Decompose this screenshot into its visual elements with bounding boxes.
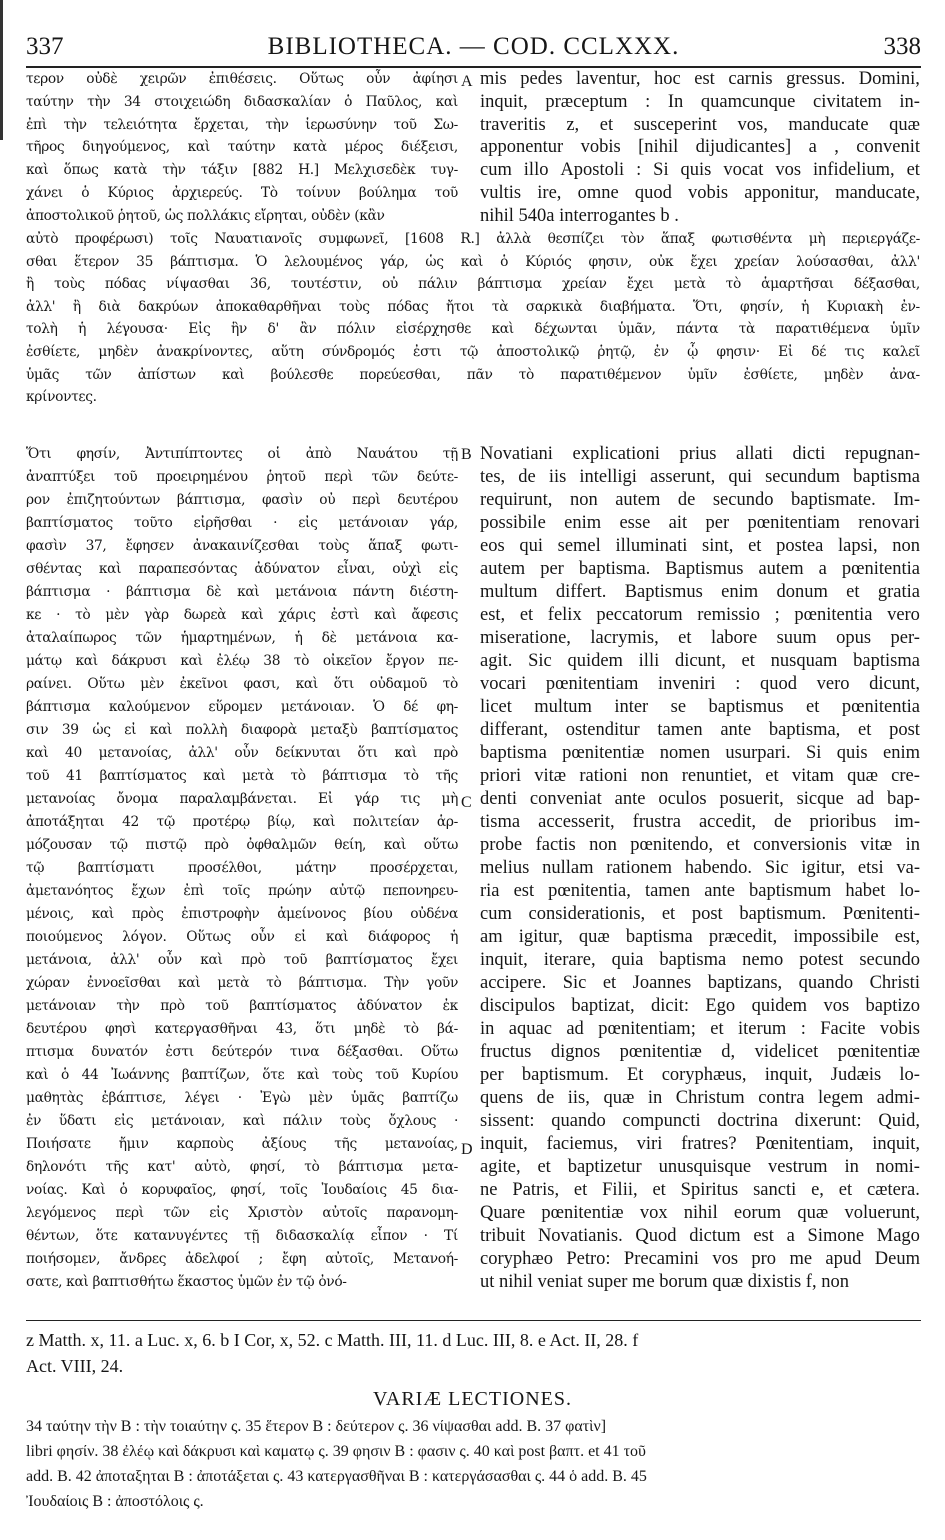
greek-line: μαθητὰς ἐβάπτισε, λέγει · Ἐγὼ μὲν ὑμᾶς βαπτίζω bbox=[26, 1090, 458, 1106]
latin-line: tes, de iis intelligi asserunt, qui secundum baptisma bbox=[480, 467, 920, 487]
section-marker-d: D bbox=[461, 1141, 473, 1158]
latin-line: am igitur, quæ baptisma præcedit, impossibile est, bbox=[480, 927, 920, 947]
latin-line: tisma accesserit, frustra accedit, de prioribus im- bbox=[480, 812, 920, 832]
latin-line: nihil 540a interrogantes b . bbox=[480, 205, 679, 226]
latin-line: possibile enim esse ait per pœnitentiam renovari bbox=[480, 513, 920, 533]
latin-line: apponentur vobis [nihil dijudicantes] a , convenit bbox=[480, 137, 920, 158]
greek-line: δηλονότι τῆς κατ' αὐτὸ, φησί, τὸ βάπτισμα μετα- bbox=[26, 1159, 458, 1175]
greek-line: καὶ ὁ 44 Ἰωάννης βαπτίζων, ὅτε καὶ τοὺς τοῦ Κυρίου bbox=[26, 1067, 458, 1083]
greek-line: τοῦ 41 βαπτίσματος καὶ μετὰ τὸ βάπτισμα τὸ τῆς bbox=[26, 768, 458, 784]
greek-line: ἐν ὕδατι εἰς μετάνοιαν, καὶ πάλιν τοὺς ὄχλους · bbox=[26, 1113, 458, 1129]
greek-line: Ποιήσατε ἤμιν καρποὺς ἀξίους τῆς μετανοίας, bbox=[26, 1136, 458, 1152]
latin-line: cum illo Apostoli : Si quis vocat vos infidelium, et bbox=[480, 160, 920, 181]
latin-line: inquit, faciemus, viri fratres? Pœnitentiam, inquit, bbox=[480, 1134, 920, 1154]
latin-line: baptisma pœnitentiæ nomen usurpari. Si quis enim bbox=[480, 743, 920, 763]
latin-line: Quare pœnitentiæ vox nihil eorum quæ voluerunt, bbox=[480, 1203, 920, 1223]
latin-line: miseratione, lacrymis, et labore suum opus per- bbox=[480, 628, 920, 648]
greek-line: λεγόμενος περὶ τῶν εἰς Χριστὸν αὐτοῖς παρανομη- bbox=[26, 1205, 458, 1221]
latin-line: priori vitæ rationi non renuntiet, et vitam quæ cre- bbox=[480, 766, 920, 786]
latin-line: inquit, præceptum : In quamcunque civitatem in- bbox=[480, 91, 920, 112]
greek-line: καὶ ὅπως κατὰ τὴν τάξιν [882 H.] Μελχισεδὲκ τυγ- bbox=[26, 162, 458, 179]
latin-line: requirunt, non autem de secundo baptismate. Im- bbox=[480, 490, 920, 510]
greek-line: ἀναπτύξει τοῦ προειρημένου ῥητοῦ περὶ τῶν δεύτε- bbox=[26, 469, 458, 485]
greek-line: ἀποτάξηται 42 τῷ προτέρῳ βίῳ, καὶ πολιτείαν ἁρ- bbox=[26, 814, 458, 830]
section-marker-a: A bbox=[461, 73, 473, 90]
greek-line: τερον οὐδὲ χειρῶν ἐπιθέσεις. Οὕτως οὖν ἀφίησι bbox=[26, 71, 458, 87]
greek-line: ἀταλαίπωρος τῶν ἡμαρτημένων, ἡ δὲ μετάνοια κα- bbox=[26, 630, 458, 646]
greek-line: κρίνοντες. bbox=[26, 389, 97, 406]
greek-line: μένοις, καὶ πρὸς ἐπιστροφὴν ἀμείνονος βίου οὐδένα bbox=[26, 906, 458, 922]
greek-line: σατε, καὶ βαπτισθήτω ἕκαστος ὑμῶν ἐν τῷ ὀνό- bbox=[26, 1274, 347, 1290]
greek-line: ποιούμενος λόγον. Οὕτως οὖν εἰ καὶ διάφορος ἡ bbox=[26, 929, 458, 945]
latin-line: ria est pœnitentia, tamen ante baptismum habet lo- bbox=[480, 881, 920, 901]
section-marker-c: C bbox=[461, 794, 472, 811]
latin-line: discipulos baptizat, dicit: Ego quidem vos baptizo bbox=[480, 996, 920, 1016]
greek-line: χάνει ὁ Κύριος ἀρχιερεύς. Τὸ τοίνυν βούλημα τοῦ bbox=[26, 185, 458, 201]
latin-line: probe factis non pœnitendo, et conversionis vitæ in bbox=[480, 835, 920, 855]
variant-reading-line: Ἰουδαίοις B : ἀποστόλοις ς. bbox=[26, 1493, 204, 1510]
greek-line: ἀποστολικοῦ ῥητοῦ, ὡς πολλάκις εἴρηται, οὐδὲν (κἂν bbox=[26, 207, 385, 224]
greek-line: χώραν ἐννοεῖσθαι καὶ μετὰ τὸ βάπτισμα. Τὴν γοῦν bbox=[26, 975, 458, 991]
latin-line: est, et felix peccatorum remissio ; pœnitentia vero bbox=[480, 605, 920, 625]
greek-line: νοίας. Καὶ ὁ κορυφαῖος, φησί, τοῖς Ἰουδαίοις 45 δια- bbox=[26, 1182, 458, 1198]
latin-line: tribuit Novatianis. Quod dictum est a Simone Mago bbox=[480, 1226, 920, 1246]
latin-line: ut nihil veniat super me borum quæ dixistis f, non bbox=[480, 1272, 849, 1292]
latin-line: agite, et baptizetur unusquisque vestrum in nomi- bbox=[480, 1157, 920, 1177]
latin-line: per baptismum. Et coryphæus, inquit, Judæis lo- bbox=[480, 1065, 920, 1085]
latin-line: mis pedes laventur, hoc est carnis gressus. Domini, bbox=[480, 69, 920, 89]
latin-line: ne Patris, et Filii, et Spiritus sancti e, et cætera. bbox=[480, 1180, 920, 1200]
greek-line: σθέντας καὶ παραπεσόντας ἀδύνατον εἶναι, οὐχὶ εἰς bbox=[26, 561, 458, 577]
section-marker-b: B bbox=[461, 446, 472, 463]
greek-line: ποιήσομεν, ἄνδρες ἀδελφοί ; ἔφη αὐτοῖς, Μετανοή- bbox=[26, 1251, 458, 1267]
greek-line: αὐτὸ προφέρωσι) τοῖς Ναυατιανοῖς συμφωνεῖ, [1608 R.] ἀλλὰ θεσπίζει τὸν ἅπαξ φωτισθέντα μὴ περιεργάζε- bbox=[26, 231, 920, 247]
greek-line: Ὅτι φησίν, Ἀντιπίπτοντες οἱ ἀπὸ Ναυάτου τῇ bbox=[26, 446, 458, 462]
greek-line: ραίνει. Οὕτω μὲν ἐκεῖνοι φασι, καὶ ὅτι οὐδαμοῦ τὸ bbox=[26, 676, 458, 692]
greek-line: μάτῳ καὶ δάκρυσι καὶ ἐλέῳ 38 τὸ οἰκεῖον ἔργον πε- bbox=[26, 653, 458, 669]
greek-line: ἐσθίετε, μηδὲν ἀνακρίνοντες, αὕτη σύνδρομός ἐστι τῷ ἀποστολικῷ ῥητῷ, ἐν ᾧ φησιν· Εἰ δέ τις καλεῖ bbox=[26, 344, 920, 360]
latin-line: eos qui semel illuminati sint, et postea lapsi, non bbox=[480, 536, 920, 556]
greek-line: τῆρος διηγούμενος, καὶ ταύτην κατὰ μέρος διέξεισι, bbox=[26, 139, 458, 156]
latin-line: autem per baptisma. Baptismus autem a pœnitentia bbox=[480, 559, 920, 579]
latin-line: multum differt. Baptismus enim donum et gratia bbox=[480, 582, 920, 602]
greek-line: ταύτην τὴν 34 στοιχειώδη διδασκαλίαν ὁ Παῦλος, καὶ bbox=[26, 93, 458, 110]
latin-line: vocari pœnitentiam inveniri : quod vero dicunt, bbox=[480, 674, 920, 694]
footnote-line: z Matth. x, 11. a Luc. x, 6. b I Cor, x, 52. c Matth. III, 11. d Luc. III, 8. e Act. II, 28. f bbox=[26, 1330, 639, 1350]
greek-line: τολὴ ἡ λέγουσα· Εἰς ἣν δ' ἂν πόλιν εἰσέρχησθε καὶ δέχωνται ὑμᾶν, πάντα τὰ παρατιθέμενα ὑμῖν bbox=[26, 321, 920, 338]
latin-line: Novatiani explicationi prius allati dicti repugnan- bbox=[480, 444, 920, 464]
variae-lectiones-title: VARIÆ LECTIONES. bbox=[373, 1388, 572, 1410]
latin-line: agit. Sic quidem illi dicunt, et nusquam baptisma bbox=[480, 651, 920, 671]
latin-line: denti conveniat ante oculos posuerit, sicque ad bap- bbox=[480, 789, 920, 809]
latin-line: fructus dignos pœnitentiæ d, videlicet pœnitentiæ bbox=[480, 1042, 920, 1062]
greek-line: βάπτισμα · βάπτισμα δὲ καὶ μετάνοια πάντη διέστη- bbox=[26, 584, 458, 600]
greek-line: ὑμᾶς τῶν ἀπίστων καὶ βούλεσθε πορεύεσθαι, πᾶν τὸ παρατιθέμενον ὑμῖν ἐσθίετε, μηδὲν ἀνα- bbox=[26, 366, 920, 383]
variant-reading-line: add. B. 42 ἀποταξηται B : ἀποτάξεται ς. 43 κατεργασθῆναι B : κατεργάσασθαι ς. 44 ὁ add. B. 45 bbox=[26, 1468, 647, 1485]
left-page-number: 337 bbox=[26, 33, 64, 60]
greek-line: φασὶν 37, ἔφησεν ἀνακαινίζεσθαι τοὺς ἅπαξ φωτι- bbox=[26, 538, 458, 554]
right-page-number: 338 bbox=[883, 33, 921, 60]
latin-line: quens de iis, quæ in Christum contra legem admi- bbox=[480, 1088, 920, 1108]
greek-line: ρον ἐπιζητούντων βάπτισμα, φασὶν οὐ περὶ δευτέρου bbox=[26, 492, 458, 508]
binding-edge bbox=[0, 0, 3, 140]
greek-line: ἐπὶ τὴν τελειότητα ἔρχεται, τὴν ἱερωσύνην τοῦ Σω- bbox=[26, 116, 458, 133]
greek-line: μετάνοιαν τὴν πρὸ τοῦ βαπτίσματος ἀδύνατον ἐκ bbox=[26, 998, 458, 1014]
greek-line: τῷ βαπτίσματι προσέλθοι, μάτην προσέρχεται, bbox=[26, 860, 458, 876]
greek-line: βαπτίσματος τοῦτο εἰρῆσθαι · εἰς μετάνοιαν γάρ, bbox=[26, 515, 458, 531]
latin-line: differant, ostenditur tamen ante baptisma, et post bbox=[480, 720, 920, 740]
latin-line: in aquac ad pœnitentiam; et iterum : Facite vobis bbox=[480, 1019, 920, 1039]
variant-reading-line: libri φησίν. 38 ἐλέῳ καὶ δάκρυσι καὶ καματῳ ς. 39 φησιν B : φασιν ς. 40 καὶ post βαπτ. et 41 τοῦ bbox=[26, 1443, 646, 1460]
latin-line: accipere. Sic et Joannes baptizans, quando Christi bbox=[480, 973, 920, 993]
greek-line: καὶ 40 μετανοίας, ἀλλ' οὖν δείκνυται ὅτι καὶ πρὸ bbox=[26, 745, 458, 761]
latin-line: vultis ire, omne quod vobis apponitur, manducate, bbox=[480, 183, 920, 203]
greek-line: σιν 39 ὡς εἰ καὶ πολλὴ διαφορὰ μεταξὺ βαπτίσματος bbox=[26, 722, 458, 738]
greek-line: ἀλλ' ἢ διὰ δακρύων ἀποκαθαρθῆναι τοὺς πόδας ἤτοι τὰ σαρκικὰ διαβήματα. Ὅτι, φησίν, ἡ Κυριακὴ ἐν- bbox=[26, 298, 920, 315]
latin-line: coryphæo Petro: Precamini vos pro me apud Deum bbox=[480, 1249, 920, 1269]
latin-line: traveritis z, et susceperint vos, manducate quæ bbox=[480, 114, 920, 135]
greek-line: ἢ τοὺς πόδας νίψασθαι 36, τουτέστιν, οὐ πάλιν βάπτισμα χρείαν ἔχει μετὰ τὸ ἁμαρτῆσαι δέξασθαι, bbox=[26, 276, 920, 293]
greek-line: μετανοίας ὄνομα παραλαμβάνεται. Εἰ γάρ τις μὴ bbox=[26, 791, 458, 807]
greek-line: κε · τὸ μὲν γὰρ δωρεὰ καὶ χάρις ἐστὶ καὶ ἄφεσις bbox=[26, 607, 458, 623]
greek-line: πτισμα δυνατόν ἐστι δεύτερόν τινα δέξασθαι. Οὕτω bbox=[26, 1044, 458, 1060]
greek-line: ἀμετανόητος ἔχων ἐπὶ τοῖς πρώην αὐτῷ πεπονηρευ- bbox=[26, 883, 458, 899]
running-header bbox=[26, 30, 921, 64]
latin-line: inquit, iterare, quia baptisma nemo potest secundo bbox=[480, 950, 920, 970]
greek-line: βάπτισμα καλούμενον εὕρομεν μετάνοιαν. Ὁ δέ φη- bbox=[26, 699, 458, 715]
variant-reading-line: 34 ταύτην τὴν B : τὴν τοιαύτην ς. 35 ἕτερον B : δεύτερον ς. 36 νίψασθαι add. B. 37 φατὶν] bbox=[26, 1418, 607, 1435]
greek-line: δευτέρου φησὶ κατεργασθῆναι 43, ὅτι μηδὲ τὸ βά- bbox=[26, 1021, 458, 1037]
latin-line: sissent: quando compuncti doctrina dixerunt: Quid, bbox=[480, 1111, 920, 1131]
footnote-rule bbox=[26, 1320, 921, 1321]
greek-line: θέντων, ὅτε κατανυγέντες τῇ διδασκαλίᾳ εἶπον · Τί bbox=[26, 1228, 458, 1244]
greek-line: σθαι ἕτερον 35 βάπτισμα. Ὁ λελουμένος γάρ, ὡς καὶ ὁ Κύριός φησιν, οὐκ ἔχει χρείαν λούσασθαι, ἀλλ' bbox=[26, 253, 920, 270]
latin-line: cum considerationis, et post baptismum. Pœnitenti- bbox=[480, 904, 920, 924]
page-title: BIBLIOTHECA. — COD. CCLXXX. bbox=[267, 33, 680, 60]
latin-line: melius nullam rationem habendo. Sic igitur, etsi va- bbox=[480, 858, 920, 878]
footnote-line: Act. VIII, 24. bbox=[26, 1356, 124, 1376]
latin-line: licet multum inter se baptismus et pœnitentia bbox=[480, 697, 920, 717]
greek-line: μετάνοια, ἀλλ' οὖν καὶ πρὸ τοῦ βαπτίσματος ἔχει bbox=[26, 952, 458, 968]
greek-line: μόζουσαν τῷ πιστῷ πρὸ ὀφθαλμῶν θείη, καὶ οὕτω bbox=[26, 837, 458, 853]
